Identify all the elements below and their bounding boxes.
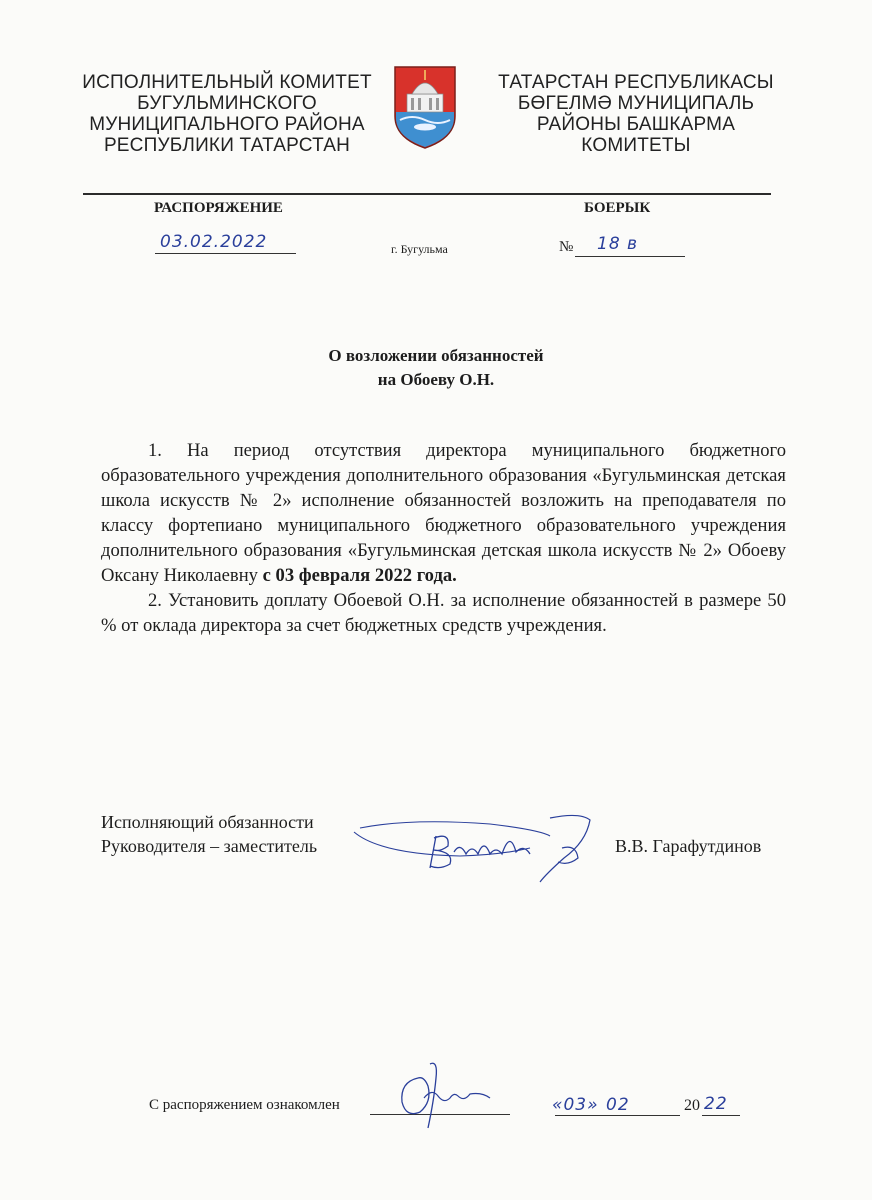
document-body <box>101 438 786 638</box>
title-line-2: на Обоеву О.Н. <box>377 370 495 389</box>
ack-month: 02 <box>606 1095 630 1115</box>
header-right-line: БӨГЕЛМӘ МУНИЦИПАЛЬ <box>517 93 755 114</box>
ack-date-underline <box>555 1115 680 1116</box>
header-left-line: ИСПОЛНИТЕЛЬНЫЙ КОМИТЕТ <box>82 72 372 93</box>
date-underline <box>155 253 296 254</box>
number-underline <box>575 256 685 257</box>
header-right-line: КОМИТЕТЫ <box>581 135 691 156</box>
ack-day: «03» <box>552 1095 599 1115</box>
paragraph-2: 2. Установить доплату Обоевой О.Н. за исполнение обязанностей в размере 50 % от оклада директора за счет бюджетных средств учреждения. <box>101 590 786 636</box>
header-right-line: ТАТАРСТАН РЕСПУБЛИКАСЫ <box>498 72 774 93</box>
document-title <box>0 344 872 392</box>
header-divider <box>83 193 771 195</box>
number-label: № <box>559 239 574 255</box>
header-right-line: РАЙОНЫ БАШКАРМА <box>536 114 736 135</box>
signature-drawing <box>350 808 610 888</box>
header-right <box>470 72 802 156</box>
acknowledgement-label: С распоряжением ознакомлен <box>149 1097 340 1113</box>
signatory-name: В.В. Гарафутдинов <box>615 836 762 856</box>
city: г. Бугульма <box>391 242 448 256</box>
paragraph-1-date: с 03 февраля 2022 года. <box>262 565 457 586</box>
signatory-position <box>101 810 317 858</box>
doc-type-tt: БОЕРЫК <box>584 200 651 216</box>
paragraph-1-text: 1. На период отсутствия директора муниципального бюджетного образовательного учреждения дополнительного образования «Бугульминская детская школа искусств № 2» исполнение обязанностей возложить на преподавателя по классу фортепиано муниципального бюджетного образовательного учреждения дополнительного образования «Бугульминская детская школа искусств № 2» Обоеву Оксану Николаевну <box>101 440 786 586</box>
header-left-line: МУНИЦИПАЛЬНОГО РАЙОНА <box>89 114 365 135</box>
ack-year-underline <box>702 1115 740 1116</box>
coat-of-arms-icon <box>392 64 458 150</box>
ack-year-suffix: 22 <box>704 1094 728 1114</box>
acknowledgement-signature <box>378 1058 498 1134</box>
number-handwritten: 18 в <box>597 234 639 254</box>
date-handwritten: 03.02.2022 <box>160 232 268 252</box>
doc-type-ru: РАСПОРЯЖЕНИЕ <box>154 200 283 216</box>
header-left-line: РЕСПУБЛИКИ ТАТАРСТАН <box>103 135 351 156</box>
ack-year-prefix: 20 <box>684 1097 700 1114</box>
header-left <box>62 72 392 156</box>
title-line-1: О возложении обязанностей <box>328 346 544 365</box>
position-line-1: Исполняющий обязанности <box>101 812 314 832</box>
position-line-2: Руководителя – заместитель <box>101 836 318 856</box>
header-left-line: БУГУЛЬМИНСКОГО <box>137 93 317 114</box>
paragraph-1 <box>101 438 786 588</box>
